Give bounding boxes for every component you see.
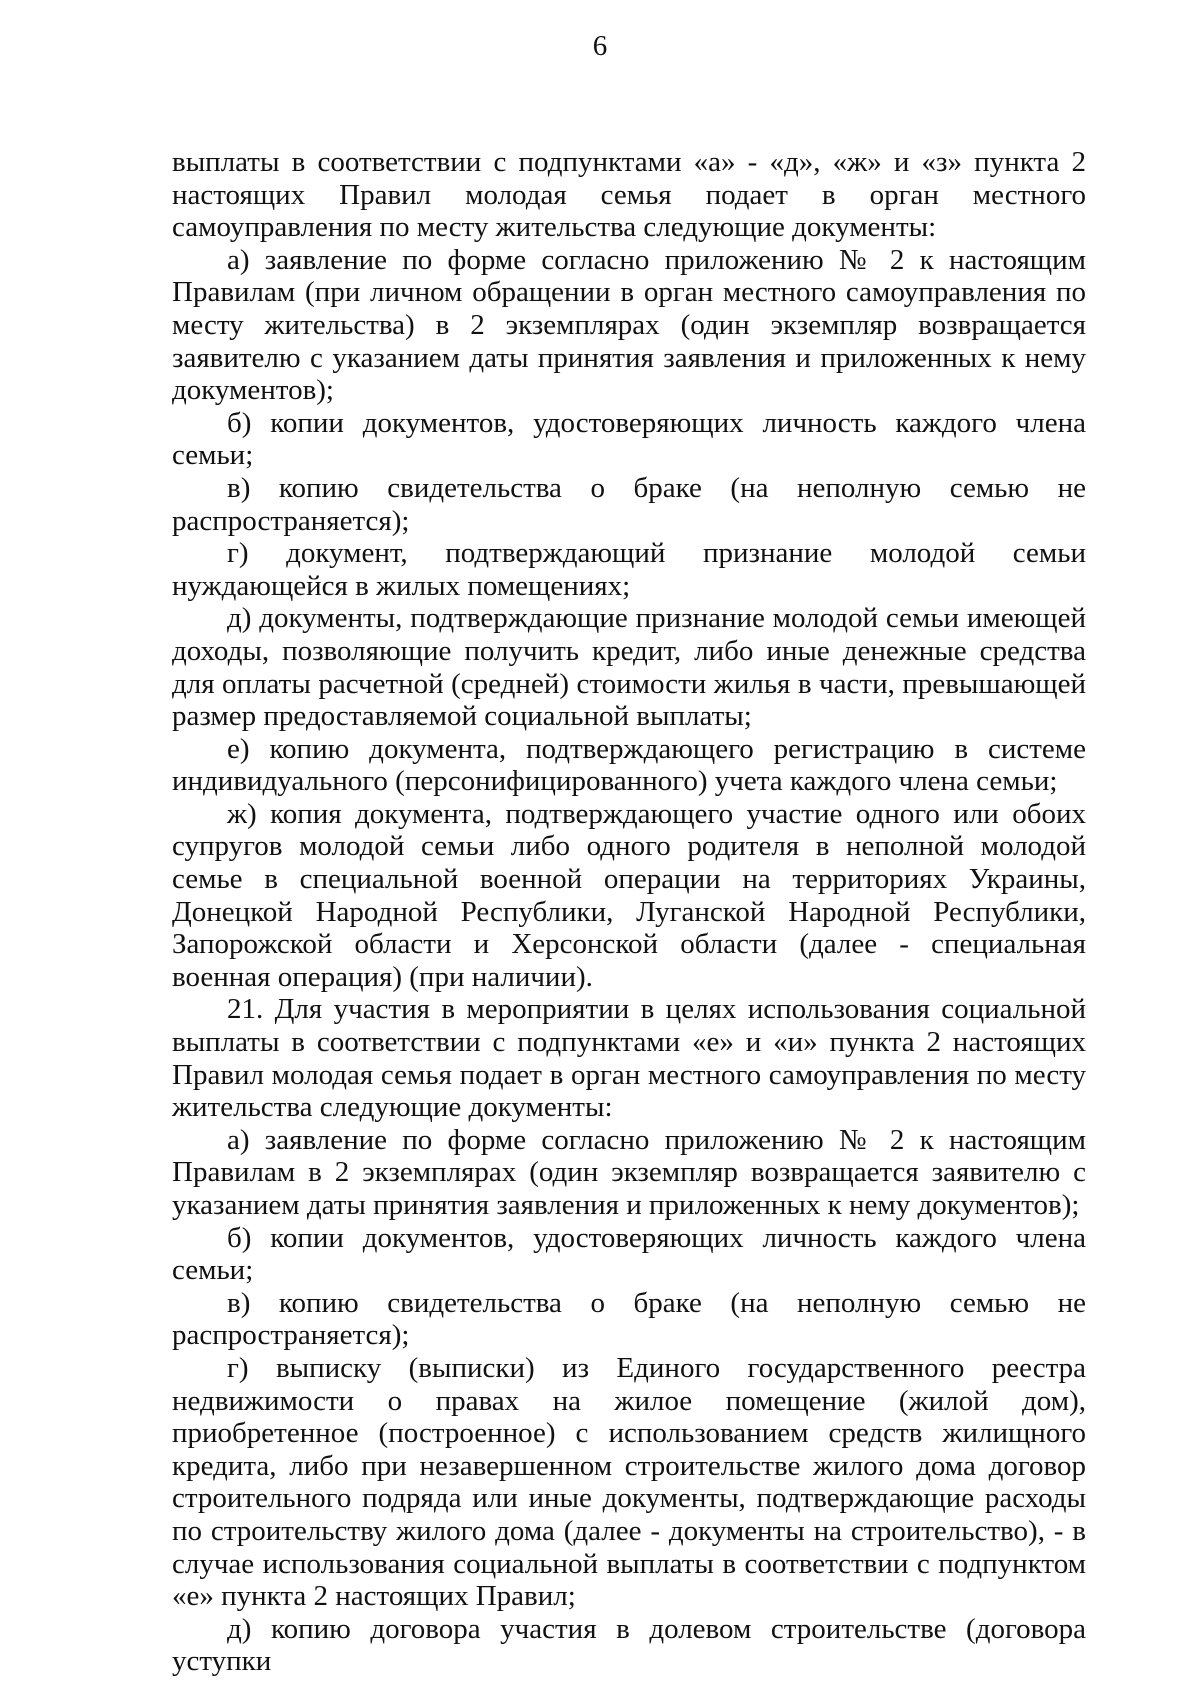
paragraph-item-d: д) документы, подтверждающие признание молодой семьи имеющей доходы, позволяющие получить кредит, либо иные денежные средства для оплаты расчетной (средней) стоимости жилья в части, превышающей размер предоставляемой социальной выплаты; xyxy=(172,602,1086,733)
paragraph-continuation: выплаты в соответствии с подпунктами «а» - «д», «ж» и «з» пункта 2 настоящих Правил молодая семья подает в орган местного самоуправления по месту жительства следующие документы: xyxy=(172,146,1086,244)
paragraph-21-item-v: в) копию свидетельства о браке (на неполную семью не распространяется); xyxy=(172,1286,1086,1352)
paragraph-21-item-d: д) копию договора участия в долевом строительстве (договора уступки xyxy=(172,1612,1086,1678)
paragraph-item-b: б) копии документов, удостоверяющих личность каждого члена семьи; xyxy=(172,406,1086,472)
page-number: 6 xyxy=(592,30,608,62)
paragraph-21-item-b: б) копии документов, удостоверяющих личность каждого члена семьи; xyxy=(172,1221,1086,1287)
document-body xyxy=(172,146,1086,1678)
paragraph-clause-21: 21. Для участия в мероприятии в целях использования социальной выплаты в соответствии с подпунктами «е» и «и» пункта 2 настоящих Правил молодая семья подает в орган местного самоуправления по месту жительства следующие документы: xyxy=(172,993,1086,1124)
paragraph-item-g: г) документ, подтверждающий признание молодой семьи нуждающейся в жилых помещениях; xyxy=(172,537,1086,602)
paragraph-21-item-g: г) выписку (выписки) из Единого государственного реестра недвижимости о правах на жилое помещение (жилой дом), приобретенное (построенное) с использованием средств жилищного кредита, либо при незавершенном строительстве жилого дома договор строительного подряда или иные документы, подтверждающие расходы по строительству жилого дома (далее - документы на строительство), - в случае использования социальной выплаты в соответствии с подпунктом «е» пункта 2 настоящих Правил; xyxy=(172,1351,1086,1613)
paragraph-item-e: е) копию документа, подтверждающего регистрацию в системе индивидуального (персонифицированного) учета каждого члена семьи; xyxy=(172,732,1086,798)
paragraph-item-v: в) копию свидетельства о браке (на неполную семью не распространяется); xyxy=(172,471,1086,537)
paragraph-item-a: а) заявление по форме согласно приложению № 2 к настоящим Правилам (при личном обращении в орган местного самоуправления по месту жительства) в 2 экземплярах (один экземпляр возвращается заявителю с указанием даты принятия заявления и приложенных к нему документов); xyxy=(172,243,1086,407)
paragraph-21-item-a: а) заявление по форме согласно приложению № 2 к настоящим Правилам в 2 экземплярах (один экземпляр возвращается заявителю с указанием даты принятия заявления и приложенных к нему документов); xyxy=(172,1123,1086,1221)
paragraph-item-zh: ж) копия документа, подтверждающего участие одного или обоих супругов молодой семьи либо одного родителя в неполной молодой семье в специальной военной операции на территориях Украины, Донецкой Народной Республики, Луганской Народной Республики, Запорожской области и Херсонской области (далее - специальная военная операция) (при наличии). xyxy=(172,797,1086,993)
